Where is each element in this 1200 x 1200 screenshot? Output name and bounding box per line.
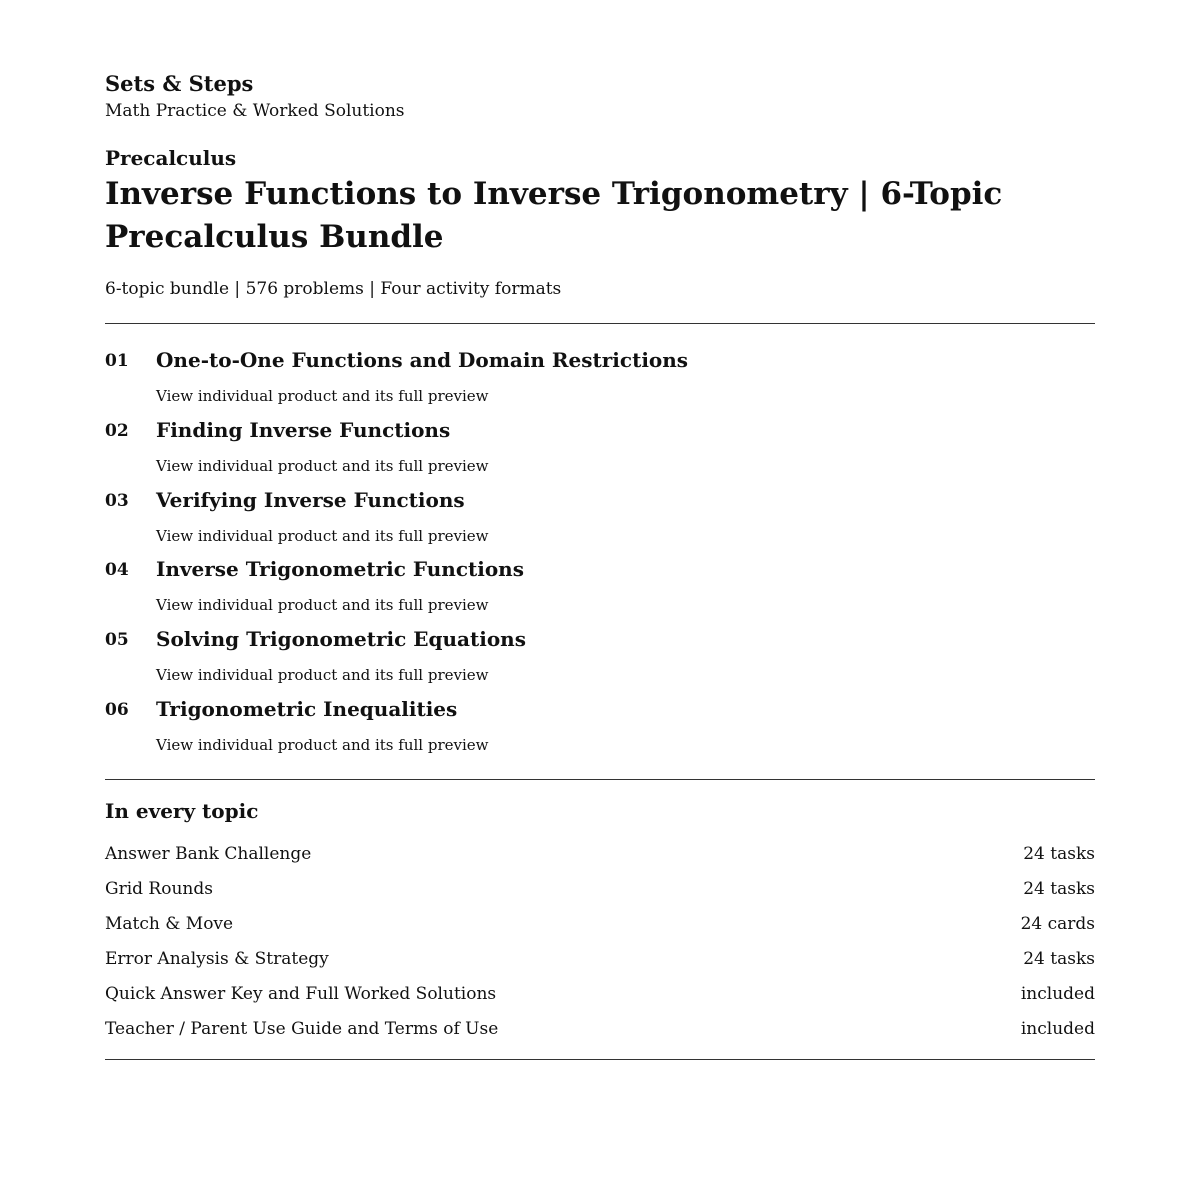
brand-tagline: Math Practice & Worked Solutions	[105, 101, 405, 121]
list-item	[105, 876, 1095, 911]
topic-item	[105, 623, 1095, 693]
feature-name: Answer Bank Challenge	[105, 844, 312, 864]
feature-count: 24 cards	[1020, 914, 1095, 934]
topic-title[interactable]: Solving Trigonometric Equations	[156, 627, 526, 652]
list-item	[105, 946, 1095, 981]
topic-preview-link[interactable]: View individual product and its full preview	[156, 456, 489, 475]
topic-item	[105, 553, 1095, 623]
feature-name: Quick Answer Key and Full Worked Solutions	[105, 984, 497, 1004]
topic-item	[105, 693, 1095, 763]
divider	[105, 1059, 1095, 1060]
feature-name: Teacher / Parent Use Guide and Terms of Use	[105, 1019, 499, 1039]
bundle-summary: 6-topic bundle | 576 problems | Four activity formats	[105, 279, 562, 299]
topic-number: 05	[105, 630, 129, 651]
topic-preview-link[interactable]: View individual product and its full preview	[156, 735, 489, 754]
feature-name: Match & Move	[105, 914, 234, 934]
topic-number: 02	[105, 420, 129, 441]
topic-number: 01	[105, 351, 129, 371]
divider	[105, 779, 1095, 780]
topic-preview-link[interactable]: View individual product and its full preview	[156, 387, 489, 405]
topic-item	[105, 484, 1095, 554]
topic-number: 03	[105, 490, 129, 511]
topic-preview-link[interactable]: View individual product and its full preview	[156, 666, 489, 685]
list-item	[105, 841, 1095, 876]
topic-preview-link[interactable]: View individual product and its full preview	[156, 526, 489, 545]
feature-count: included	[1020, 984, 1095, 1004]
divider	[105, 323, 1095, 324]
feature-name: Error Analysis & Strategy	[105, 949, 329, 969]
topic-item	[105, 344, 1095, 414]
section-heading: In every topic	[105, 799, 259, 823]
topic-item	[105, 414, 1095, 484]
topic-number: 06	[105, 699, 129, 720]
topic-title[interactable]: Inverse Trigonometric Functions	[156, 557, 524, 582]
topic-preview-link[interactable]: View individual product and its full preview	[156, 596, 489, 615]
feature-list	[105, 841, 1095, 1051]
list-item	[105, 911, 1095, 946]
feature-name: Grid Rounds	[105, 879, 213, 899]
feature-count: 24 tasks	[1023, 844, 1095, 864]
page-title: Inverse Functions to Inverse Trigonometry | 6-Topic Precalculus Bundle	[105, 176, 1003, 255]
subject-label: Precalculus	[105, 146, 237, 170]
list-item	[105, 1016, 1095, 1051]
feature-count: 24 tasks	[1023, 879, 1095, 899]
list-item	[105, 981, 1095, 1016]
topic-list	[105, 344, 1095, 763]
topic-number: 04	[105, 560, 129, 581]
topic-title[interactable]: Finding Inverse Functions	[156, 417, 451, 442]
topic-title[interactable]: Verifying Inverse Functions	[156, 487, 465, 512]
feature-count: included	[1020, 1019, 1095, 1039]
topic-title[interactable]: One-to-One Functions and Domain Restrictions	[156, 348, 689, 372]
brand-name: Sets & Steps	[105, 71, 254, 96]
feature-count: 24 tasks	[1023, 949, 1095, 969]
topic-title[interactable]: Trigonometric Inequalities	[156, 696, 458, 721]
